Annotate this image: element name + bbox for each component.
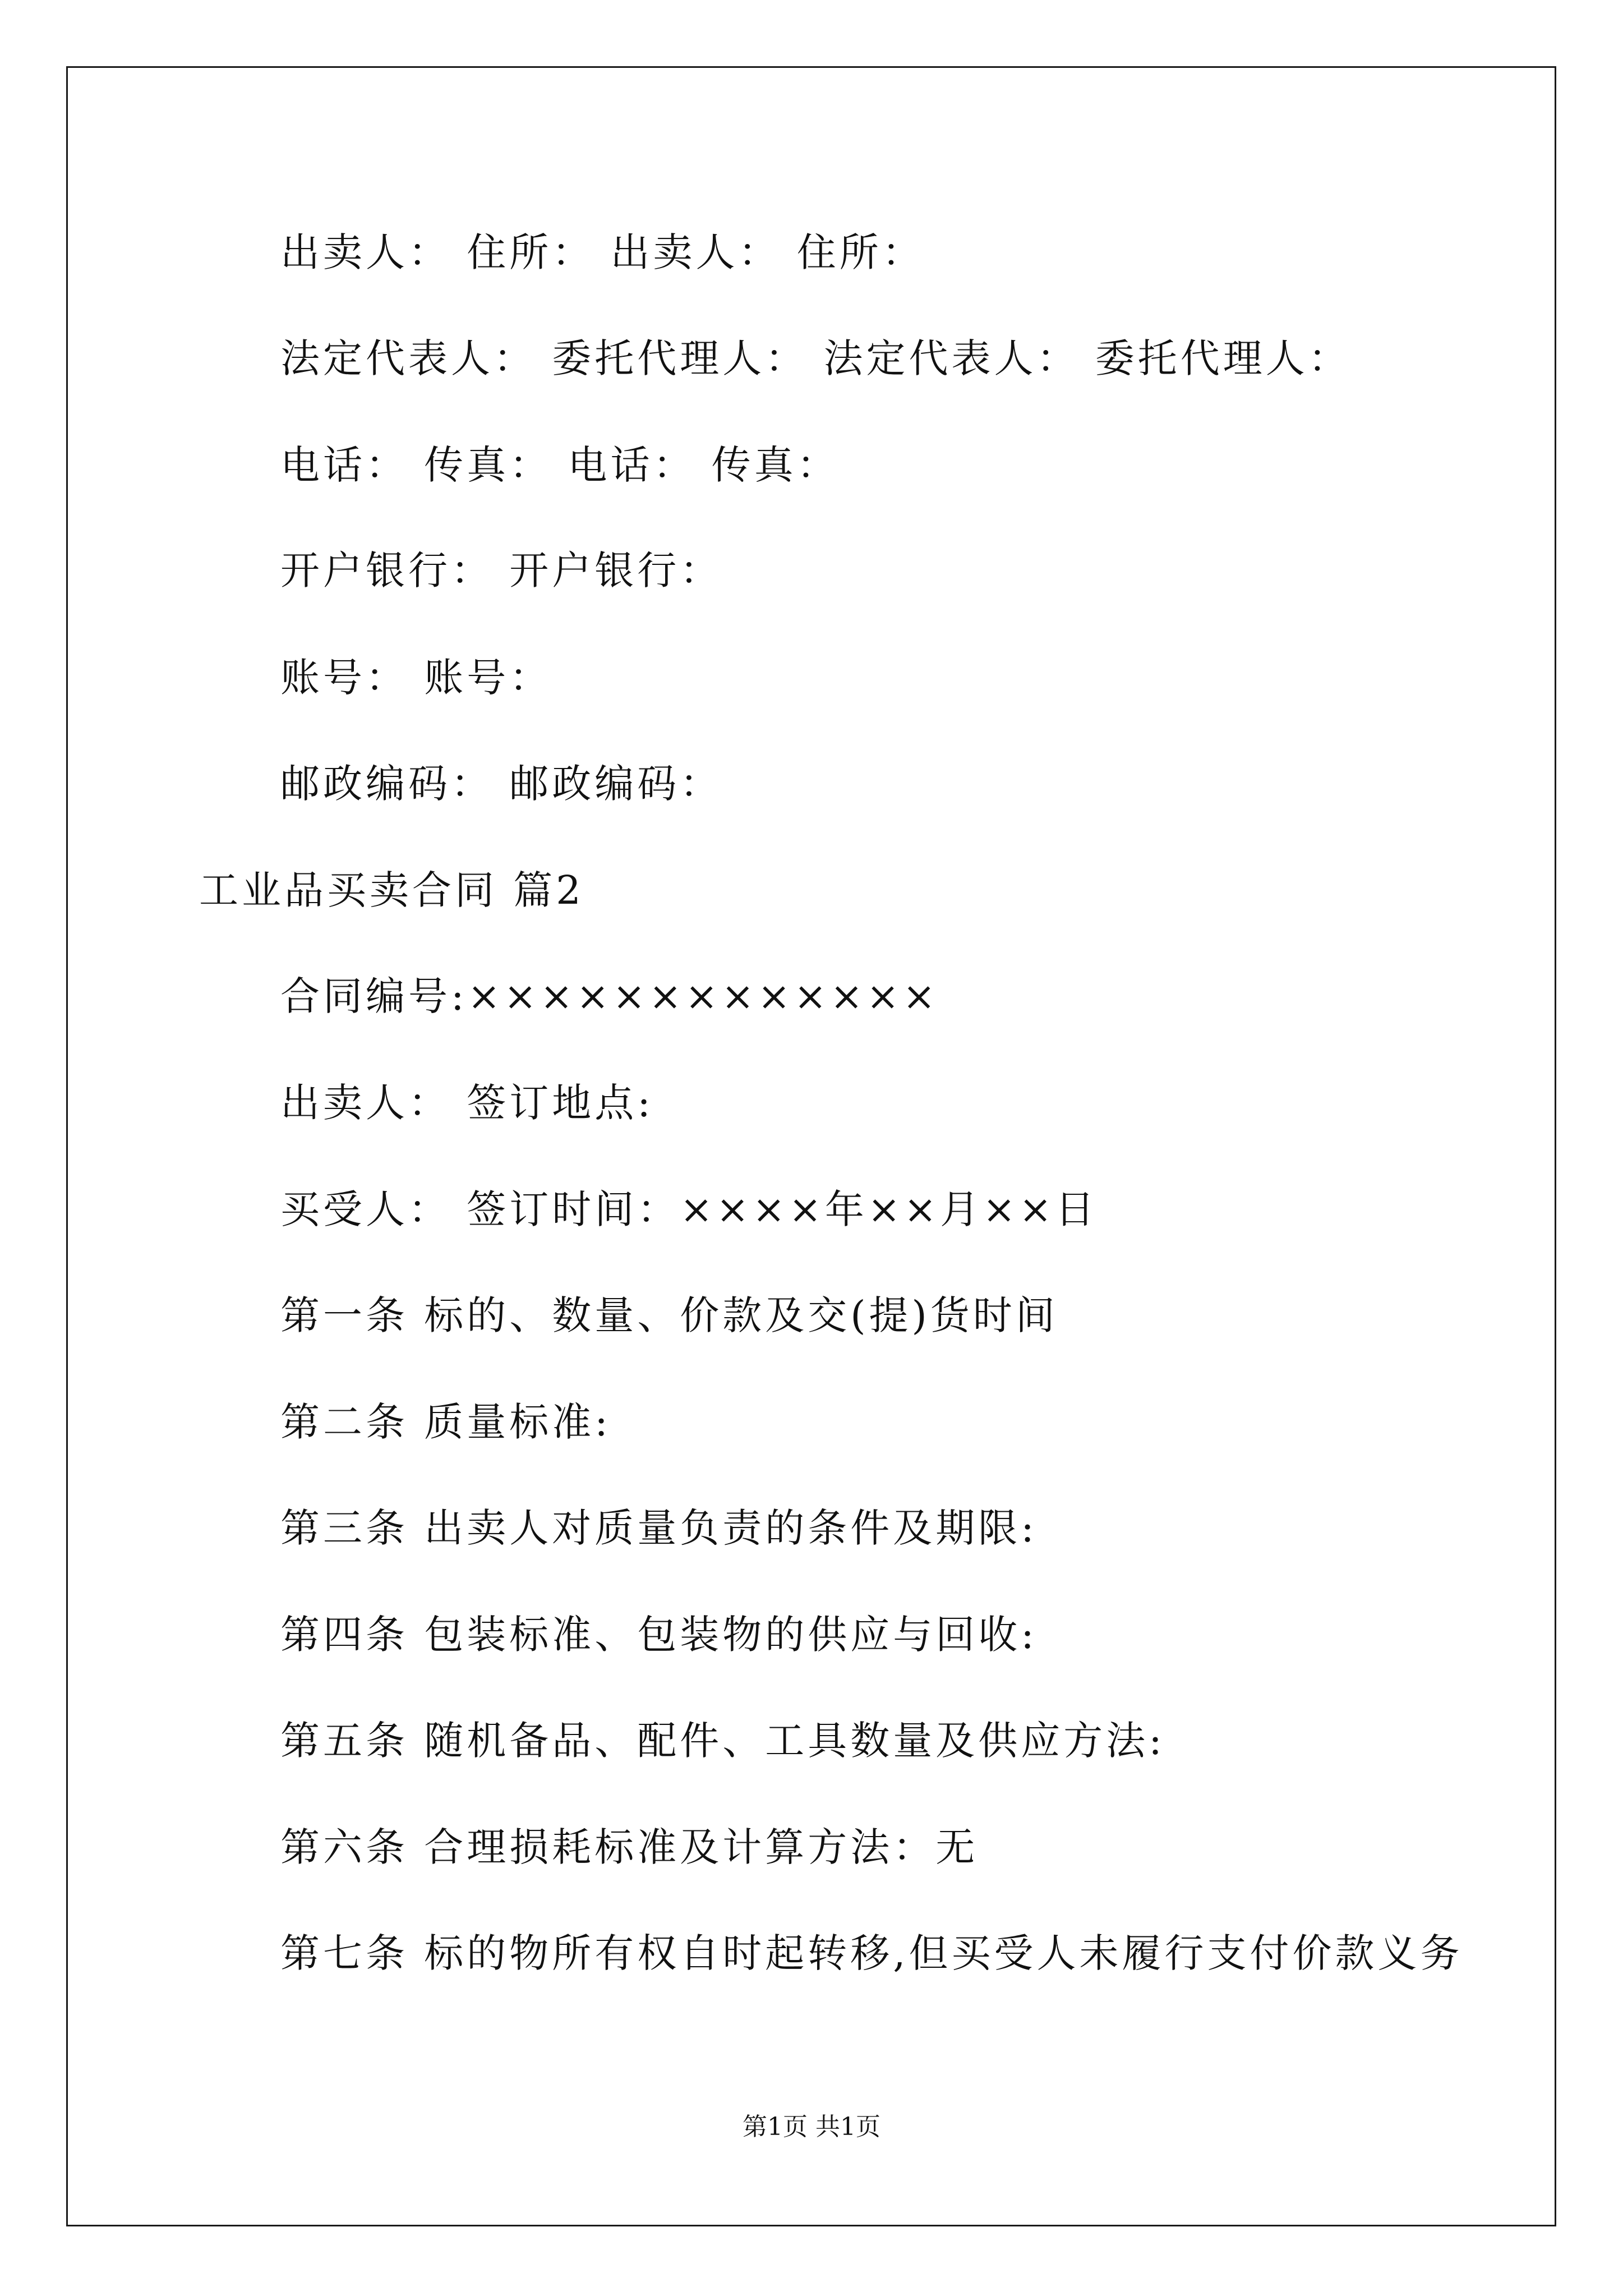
- seller-sign-place-line: 出卖人： 签订地点:: [280, 1080, 654, 1126]
- buyer-sign-time-line: 买受人： 签订时间：××××年××月××日: [280, 1186, 1098, 1232]
- article-6: 第六条 合理损耗标准及计算方法：无: [280, 1824, 979, 1870]
- article-5: 第五条 随机备品、配件、工具数量及供应方法:: [280, 1718, 1165, 1764]
- section-heading: 工业品买卖合同 篇2: [199, 867, 584, 913]
- page-footer: 第1页 共1页: [743, 2113, 880, 2141]
- legal-rep-agent-line: 法定代表人： 委托代理人： 法定代表人： 委托代理人：: [280, 335, 1351, 381]
- article-3: 第三条 出卖人对质量负责的条件及期限:: [280, 1505, 1038, 1551]
- contract-number-line: 合同编号:×××××××××××××: [280, 973, 939, 1019]
- article-7: 第七条 标的物所有权自时起转移,但买受人未履行支付价款义务: [280, 1930, 1463, 1976]
- article-2: 第二条 质量标准:: [280, 1399, 611, 1445]
- account-line: 账号： 账号：: [280, 655, 552, 701]
- postal-code-line: 邮政编码： 邮政编码：: [280, 761, 723, 807]
- article-1: 第一条 标的、数量、价款及交(提)货时间: [280, 1292, 1058, 1338]
- page-border: [66, 66, 1556, 2226]
- article-4: 第四条 包装标准、包装物的供应与回收:: [280, 1612, 1038, 1658]
- bank-line: 开户银行： 开户银行：: [280, 547, 723, 593]
- seller-address-line: 出卖人： 住所： 出卖人： 住所：: [280, 229, 925, 275]
- phone-fax-line: 电话： 传真： 电话： 传真：: [280, 442, 840, 488]
